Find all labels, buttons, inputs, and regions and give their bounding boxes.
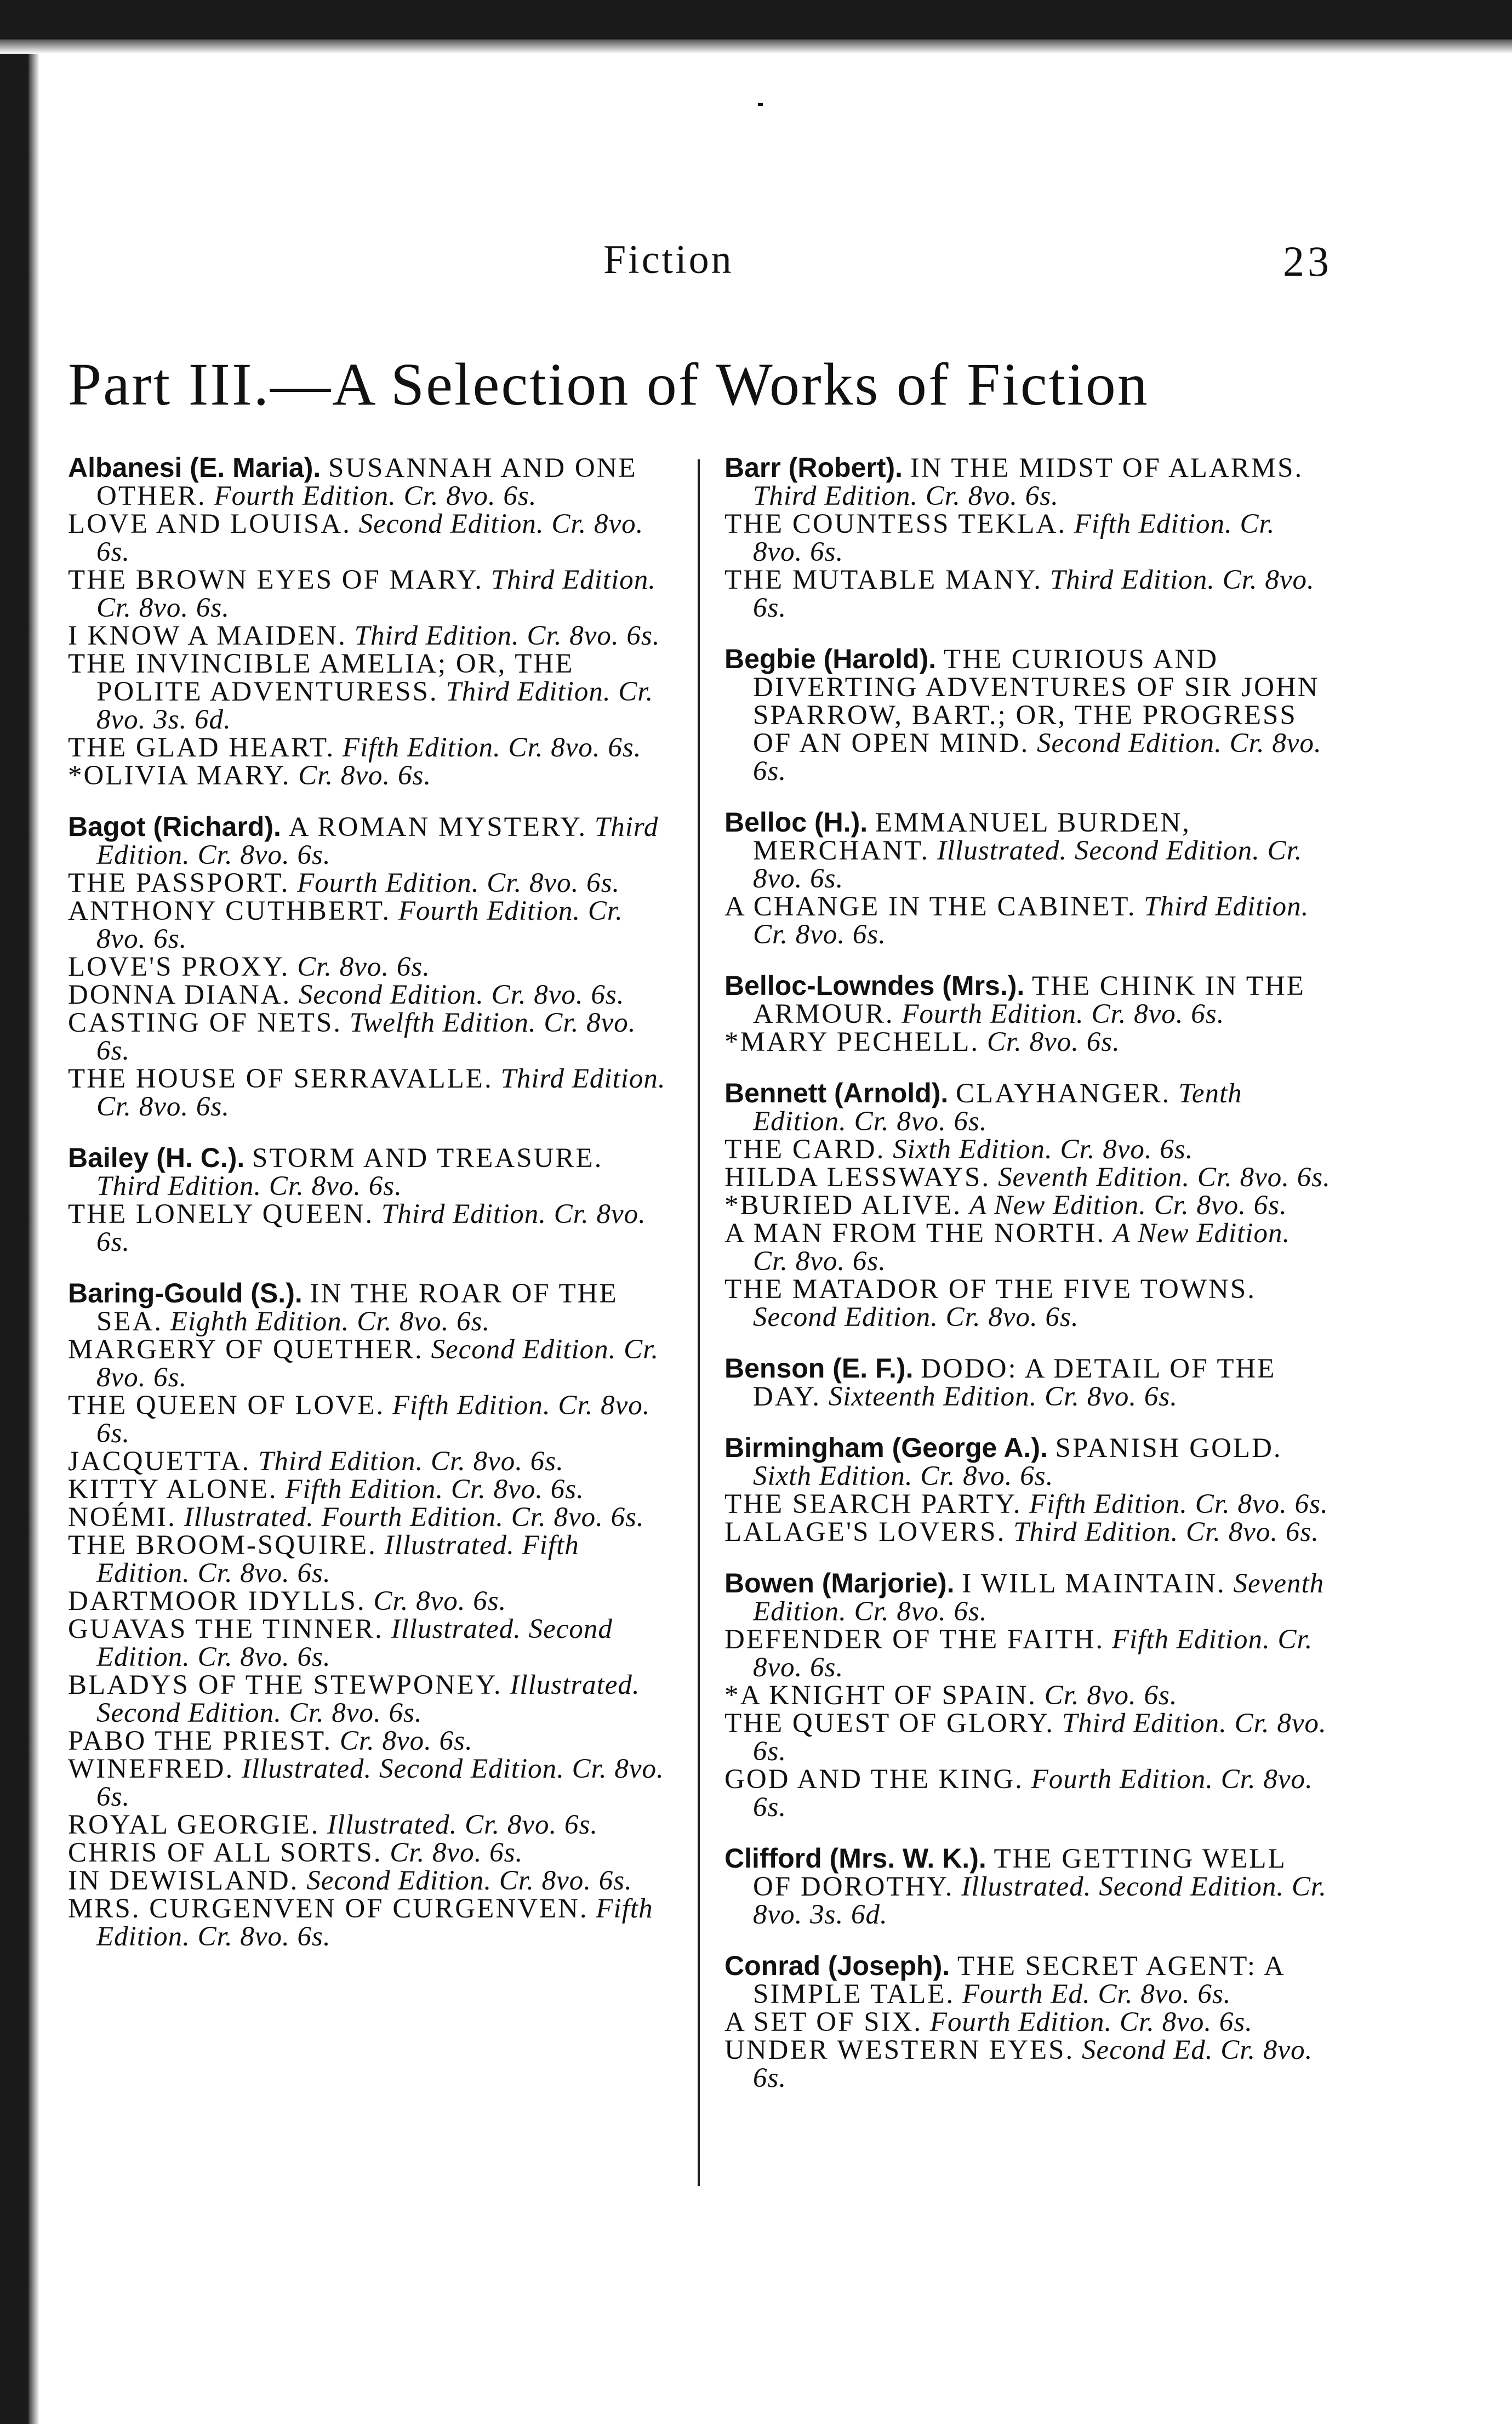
book-title: WINEFRED. [68,1754,235,1784]
book-title: THE SEARCH PARTY. [724,1489,1022,1520]
book-entry [724,2008,1331,2036]
book-title: I KNOW A MAIDEN. [68,621,347,651]
book-title: I WILL MAINTAIN. [962,1568,1226,1599]
author-block-clifford-mrs-w-k [724,1845,1331,1929]
running-head: Fiction [603,237,734,282]
book-edition: Illustrated. Second Edition. Cr. 8vo. 6s. [753,835,1303,894]
book-edition: Illustrated. Cr. 8vo. 6s. [327,1810,598,1840]
book-entry [68,566,674,622]
book-edition: Fifth Edition. Cr. 8vo. 6s. [753,509,1275,567]
book-title: THE INVINCIBLE AMELIA; OR, THE POLITE ADVENTURESS. [68,648,574,707]
book-title: THE QUEEN OF LOVE. [68,1390,385,1421]
book-title: *MARY PECHELL. [724,1027,980,1057]
book-title: *A KNIGHT OF SPAIN. [724,1680,1037,1711]
book-edition: Second Edition. Cr. 8vo. 6s. [753,1302,1079,1333]
book-entry [68,1144,674,1200]
author-name: Begbie (Harold). [724,644,937,674]
left-column [68,454,674,1974]
book-entry [68,1279,674,1336]
book-entry [724,454,1331,510]
book-title: DONNA DIANA. [68,980,292,1010]
book-edition: Cr. 8vo. 6s. [373,1586,507,1617]
book-entry [724,1766,1331,1822]
book-entry [724,1626,1331,1682]
book-title: JACQUETTA. [68,1446,251,1477]
book-title: PABO THE PRIEST. [68,1726,333,1756]
book-title: A MAN FROM THE NORTH. [724,1218,1106,1249]
book-title: SPANISH GOLD. [1055,1433,1282,1464]
book-title: CHRIS OF ALL SORTS. [68,1837,383,1868]
book-edition: Cr. 8vo. 6s. [297,952,431,982]
book-edition: Seventh Edition. Cr. 8vo. 6s. [753,1568,1325,1627]
author-block-albanesi-e-maria [68,454,674,790]
book-title: DODO: A DETAIL OF THE DAY. [753,1353,1276,1412]
book-edition: Second Edition. Cr. 8vo. 6s. [96,509,644,567]
book-entry [68,1504,674,1532]
book-entry [68,1839,674,1867]
book-edition: Fourth Edition. Cr. 8vo. 6s. [902,999,1225,1029]
book-edition: Fourth Edition. Cr. 8vo. 6s. [214,481,537,511]
book-entry [724,2036,1331,2092]
book-entry [68,869,674,897]
book-edition: Fourth Edition. Cr. 8vo. 6s. [753,1764,1313,1823]
right-column [724,454,1331,2115]
book-entry [68,1065,674,1121]
book-entry [724,645,1331,786]
book-title: THE MUTABLE MANY. [724,565,1043,595]
book-edition: Seventh Edition. Cr. 8vo. 6s. [997,1162,1331,1193]
book-entry [68,1587,674,1615]
book-entry [724,1136,1331,1164]
book-title: CLAYHANGER. [956,1078,1171,1109]
book-edition: Illustrated. Second Edition. Cr. 8vo. 3s. 6d. [753,1871,1327,1930]
book-title: SUSANNAH AND ONE OTHER. [96,453,637,511]
book-edition: Second Edition. Cr. 8vo. 6s. [306,1865,632,1896]
author-block-baring-gould-s [68,1279,674,1951]
book-edition: Third Edition. Cr. 8vo. 6s. [753,481,1059,511]
book-edition: Fourth Ed. Cr. 8vo. 6s. [962,1979,1231,2010]
book-entry [724,1710,1331,1766]
book-title: THE MATADOR OF THE FIVE TOWNS. [724,1274,1256,1305]
book-title: THE GLAD HEART. [68,732,335,763]
book-edition: Illustrated. Second Edition. Cr. 8vo. 6s. [96,1754,664,1812]
author-block-bennett-arnold [724,1079,1331,1332]
book-edition: Cr. 8vo. 6s. [986,1027,1120,1057]
book-edition: Sixteenth Edition. Cr. 8vo. 6s. [828,1381,1178,1412]
book-edition: Fourth Edition. Cr. 8vo. 6s. [929,2007,1253,2038]
book-edition: Third Edition. Cr. 8vo. 6s. [96,565,656,623]
author-name: Bailey (H. C.). [68,1142,245,1173]
author-block-bailey-h-c [68,1144,674,1256]
scan-top-edge [0,0,1512,39]
book-entry [68,1476,674,1504]
book-entry [724,893,1331,949]
author-name: Benson (E. F.). [724,1353,914,1384]
book-title: THE CHINK IN THE ARMOUR. [753,971,1305,1029]
book-edition: Sixth Edition. Cr. 8vo. 6s. [753,1461,1054,1492]
book-title: DEFENDER OF THE FAITH. [724,1624,1105,1655]
book-spine-shadow [0,0,28,2424]
stray-mark [758,103,763,106]
book-edition: Second Edition. Cr. 8vo. 6s. [298,980,625,1010]
book-entry [68,454,674,510]
book-title: LOVE AND LOUISA. [68,509,351,539]
book-entry [724,1569,1331,1626]
book-edition: Tenth Edition. Cr. 8vo. 6s. [753,1078,1242,1137]
book-edition: A New Edition. Cr. 8vo. 6s. [969,1190,1287,1221]
book-edition: Cr. 8vo. 6s. [339,1726,473,1756]
author-name: Bowen (Marjorie). [724,1568,955,1598]
book-title: CASTING OF NETS. [68,1008,342,1038]
book-title: THE CURIOUS AND DIVERTING ADVENTURES OF SIR JOHN SPARROW, BART.; OR, THE PROGRESS OF AN OPEN MIND. [753,644,1320,759]
book-edition: Third Edition. Cr. 8vo. 6s. [96,1171,402,1202]
book-entry [68,1895,674,1951]
book-entry [724,1952,1331,2008]
book-edition: Third Edition. Cr. 8vo. 6s. [1013,1517,1319,1547]
author-name: Bennett (Arnold). [724,1078,949,1108]
book-entry [68,1615,674,1671]
book-entry [724,1220,1331,1276]
book-edition: Eighth Edition. Cr. 8vo. 6s. [170,1306,490,1337]
book-title: MRS. CURGENVEN OF CURGENVEN. [68,1893,589,1924]
book-entry [68,622,674,650]
book-title: UNDER WESTERN EYES. [724,2035,1075,2065]
column-divider [698,459,700,2186]
book-edition: Third Edition. Cr. 8vo. 6s. [354,621,660,651]
book-edition: Fourth Edition. Cr. 8vo. 6s. [96,896,623,954]
book-title: THE QUEST OF GLORY. [724,1708,1055,1739]
book-edition: A New Edition. Cr. 8vo. 6s. [753,1218,1291,1277]
book-title: THE GETTING WELL OF DOROTHY. [753,1843,1286,1902]
book-title: THE SECRET AGENT: A SIMPLE TALE. [753,1951,1285,2010]
book-edition: Third Edition. Cr. 8vo. 6s. [96,812,659,870]
book-entry [724,1164,1331,1192]
book-entry [68,1671,674,1727]
book-title: MARGERY OF QUETHER. [68,1334,424,1365]
book-edition: Fifth Edition. Cr. 8vo. 6s. [1029,1489,1328,1520]
book-title: THE HOUSE OF SERRAVALLE. [68,1063,493,1094]
book-edition: Illustrated. Second Edition. Cr. 8vo. 6s. [96,1614,613,1672]
book-edition: Illustrated. Second Edition. Cr. 8vo. 6s. [96,1670,640,1728]
book-entry [724,510,1331,566]
book-entry [68,510,674,566]
book-entry [724,1192,1331,1220]
author-name: Barr (Robert). [724,452,903,483]
book-edition: Illustrated. Fifth Edition. Cr. 8vo. 6s. [96,1530,579,1589]
author-name: Clifford (Mrs. W. K.). [724,1843,986,1874]
author-block-benson-e-f [724,1355,1331,1411]
book-entry [724,1490,1331,1518]
author-block-conrad-joseph [724,1952,1331,2092]
book-title: LALAGE'S LOVERS. [724,1517,1006,1547]
author-name: Baring-Gould (S.). [68,1278,303,1308]
author-block-bagot-richard [68,813,674,1121]
book-entry [68,813,674,869]
author-block-bowen-marjorie [724,1569,1331,1822]
book-title: A CHANGE IN THE CABINET. [724,891,1137,922]
book-entry [68,1200,674,1256]
book-title: KITTY ALONE. [68,1474,278,1505]
book-edition: Cr. 8vo. 6s. [298,760,432,791]
author-block-belloc-h [724,809,1331,949]
book-entry [68,1755,674,1811]
author-name: Belloc (H.). [724,807,868,838]
book-entry [724,1845,1331,1929]
book-edition: Third Edition. Cr. 8vo. 6s. [96,1063,666,1122]
book-title: GOD AND THE KING. [724,1764,1024,1795]
book-entry [724,809,1331,893]
book-entry [68,1392,674,1448]
author-block-begbie-harold [724,645,1331,786]
book-edition: Third Edition. Cr. 8vo. 3s. 6d. [96,676,654,735]
book-edition: Twelfth Edition. Cr. 8vo. 6s. [96,1008,636,1066]
book-entry [68,1867,674,1895]
book-edition: Fourth Edition. Cr. 8vo. 6s. [297,868,620,898]
book-edition: Third Edition. Cr. 8vo. 6s. [96,1199,646,1257]
book-edition: Third Edition. Cr. 8vo. 6s. [753,1708,1327,1767]
book-title: THE BROWN EYES OF MARY. [68,565,484,595]
book-entry [68,897,674,953]
author-block-birmingham-george-a [724,1434,1331,1546]
book-entry [724,1682,1331,1710]
book-entry [68,734,674,762]
book-title: THE LONELY QUEEN. [68,1199,374,1230]
book-entry [68,981,674,1009]
book-edition: Third Edition. Cr. 8vo. 6s. [753,565,1315,623]
book-title: NOÉMI. [68,1502,176,1533]
book-title: THE COUNTESS TEKLA. [724,509,1067,539]
book-title: A ROMAN MYSTERY. [288,812,587,843]
author-name: Bagot (Richard). [68,811,281,842]
book-title: STORM AND TREASURE. [252,1143,603,1174]
book-edition: Third Edition. Cr. 8vo. 6s. [753,891,1309,950]
book-edition: Third Edition. Cr. 8vo. 6s. [258,1446,564,1477]
book-title: THE PASSPORT. [68,868,290,898]
book-title: HILDA LESSWAYS. [724,1162,991,1193]
scan-top-edge-gradient [0,39,1512,54]
book-title: LOVE'S PROXY. [68,952,290,982]
book-edition: Second Edition. Cr. 8vo. 6s. [753,728,1322,787]
book-title: GUAVAS THE TINNER. [68,1614,384,1645]
book-entry [724,1518,1331,1546]
book-title: IN THE MIDST OF ALARMS. [910,453,1304,483]
book-title: A SET OF SIX. [724,2007,923,2038]
author-name: Birmingham (George A.). [724,1432,1048,1463]
book-edition: Cr. 8vo. 6s. [1044,1680,1178,1711]
book-entry [724,1276,1331,1332]
book-spine-gradient [28,0,39,2424]
author-block-belloc-lowndes-mrs [724,972,1331,1056]
book-title: BLADYS OF THE STEWPONEY. [68,1670,503,1700]
book-entry [68,1448,674,1476]
book-title: THE CARD. [724,1134,886,1165]
book-edition: Cr. 8vo. 6s. [390,1837,523,1868]
book-title: ROYAL GEORGIE. [68,1810,320,1840]
author-block-barr-robert [724,454,1331,622]
book-entry [724,972,1331,1028]
book-edition: Fifth Edition. Cr. 8vo. 6s. [753,1624,1313,1683]
book-entry [724,1079,1331,1136]
author-name: Belloc-Lowndes (Mrs.). [724,970,1025,1001]
book-title: THE BROOM-SQUIRE. [68,1530,377,1561]
book-entry [724,1028,1331,1056]
book-title: *OLIVIA MARY. [68,760,291,791]
book-title: DARTMOOR IDYLLS. [68,1586,366,1617]
book-entry [68,1009,674,1065]
page-number: 23 [1283,237,1332,285]
book-entry [724,1355,1331,1411]
book-title: IN DEWISLAND. [68,1865,299,1896]
book-edition: Fifth Edition. Cr. 8vo. 6s. [342,732,642,763]
book-entry [724,1434,1331,1490]
book-title: IN THE ROAR OF THE SEA. [96,1278,618,1337]
book-entry [68,1336,674,1392]
author-name: Conrad (Joseph). [724,1950,950,1981]
book-edition: Fifth Edition. Cr. 8vo. 6s. [96,1893,653,1952]
book-entry [68,1811,674,1839]
book-entry [724,566,1331,622]
book-title: ANTHONY CUTHBERT. [68,896,391,926]
book-edition: Fifth Edition. Cr. 8vo. 6s. [96,1390,651,1449]
author-name: Albanesi (E. Maria). [68,452,321,483]
book-entry [68,953,674,981]
book-edition: Second Edition. Cr. 8vo. 6s. [96,1334,659,1393]
book-entry [68,762,674,790]
part-title: Part III.—A Selection of Works of Fiction [68,351,1149,418]
book-edition: Fifth Edition. Cr. 8vo. 6s. [285,1474,584,1505]
book-entry [68,1727,674,1755]
book-title: EMMANUEL BURDEN, MERCHANT. [753,807,1191,866]
book-edition: Illustrated. Fourth Edition. Cr. 8vo. 6s. [184,1502,644,1533]
book-edition: Sixth Edition. Cr. 8vo. 6s. [893,1134,1194,1165]
book-entry [68,1532,674,1587]
book-edition: Second Ed. Cr. 8vo. 6s. [753,2035,1313,2093]
book-entry [68,650,674,734]
book-title: *BURIED ALIVE. [724,1190,962,1221]
